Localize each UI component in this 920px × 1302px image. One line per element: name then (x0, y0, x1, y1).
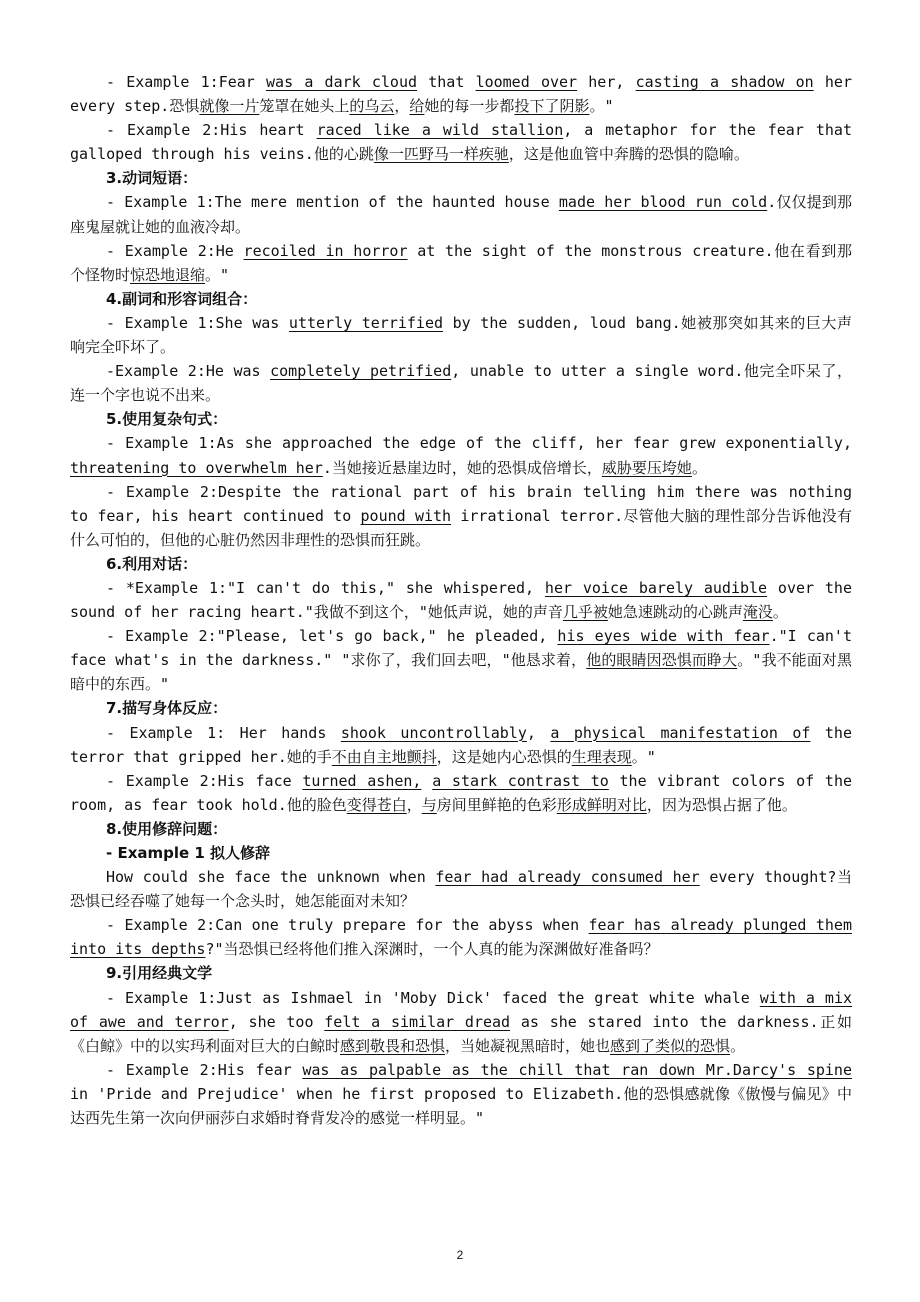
text-span: in 'Pride and Prejudice' when he first proposed to Elizabeth.他的恐惧感就像《傲慢与偏见》中达西先生第一次向伊丽莎白求婚时脊背发冷的感觉一样明显。" (70, 1084, 852, 1128)
underlined-phrase: recoiled in horror (243, 241, 408, 260)
text-span (421, 772, 432, 790)
underlined-phrase: 惊恐地退缩 (130, 265, 206, 284)
example-paragraph (70, 431, 852, 479)
text-span: at the sight of the monstrous creature.他在看到那个怪物时 (70, 241, 852, 284)
example-paragraph (70, 239, 852, 287)
underlined-phrase: 几乎被 (562, 603, 608, 622)
text-span: ?"当恐惧已经将他们推入深渊时，一个人真的能为深渊做好准备吗？ (205, 940, 659, 959)
underlined-phrase: was as palpable as the chill that ran down Mr.Darcy's spine (302, 1060, 852, 1079)
text-span: How could she face the unknown when (106, 868, 436, 887)
text-span: .当她接近悬崖边时，她的恐惧成倍增长， (322, 458, 602, 477)
text-span: ，当她凝视黑暗时，她也 (445, 1036, 611, 1055)
underlined-phrase: 感到敬畏和恐惧 (340, 1036, 446, 1055)
section-heading (70, 552, 852, 576)
text-span: 3.动词短语： (106, 169, 198, 188)
underlined-phrase: 威胁要压垮她 (601, 458, 692, 477)
text-span: every thought?当恐惧已经吞噬了她每一个念头时，她怎能面对未知？ (70, 868, 852, 911)
text-span: - Example 1:As she approached the edge of the cliff, her fear grew exponentially, (106, 434, 852, 453)
text-span: 笼罩在她头上 (259, 97, 350, 116)
text-span: over the sound of her racing heart."我做不到这个，"她低声说，她的声音 (70, 578, 852, 622)
underlined-phrase: threatening to overwhelm her (70, 458, 323, 477)
underlined-phrase: made her blood run cold (558, 193, 768, 212)
example-paragraph (70, 769, 852, 817)
text-span: - Example 1:She was (106, 313, 289, 332)
underlined-phrase: fear has already plunged them into its depths (70, 916, 852, 959)
text-span: 。 (772, 603, 788, 622)
example-paragraph (70, 118, 852, 166)
text-span: 她的每一步都 (424, 97, 515, 116)
example-paragraph (70, 190, 852, 238)
text-span: ， (406, 795, 422, 814)
text-span: 5.使用复杂句式： (106, 410, 228, 429)
example-paragraph (70, 576, 852, 624)
text-span: ，这是他血管中奔腾的恐惧的隐喻。 (508, 145, 749, 164)
text-span: 8.使用修辞问题： (106, 819, 228, 838)
section-heading (70, 696, 852, 720)
example-paragraph (70, 986, 852, 1058)
text-span: 。 (730, 1036, 746, 1055)
example-paragraph (70, 913, 852, 961)
text-span: - Example 2:"Please, let's go back," he pleaded, (106, 627, 558, 646)
text-span: , she too (228, 1012, 325, 1031)
section-heading (70, 287, 852, 311)
underlined-phrase: 变得苍白 (346, 795, 407, 814)
section-heading (70, 166, 852, 190)
underlined-phrase: utterly terrified (288, 313, 444, 332)
underlined-phrase: 形成鲜明对比 (556, 795, 647, 814)
text-span: 。"我不能面对黑暗中的东西。" (70, 651, 852, 694)
text-span: ，因为恐惧占据了他。 (646, 795, 797, 814)
text-span: ，这是她内心恐惧的 (436, 747, 572, 766)
text-span: - Example 1:Just as Ishmael in 'Moby Dick' faced the great white whale (106, 988, 760, 1007)
underlined-phrase: 他的眼睛因恐惧而睁大 (586, 651, 738, 670)
example-paragraph (70, 865, 852, 913)
text-span: the vibrant colors of the room, as fear took hold.他的脸色 (70, 771, 853, 814)
section-heading (70, 961, 852, 985)
underlined-phrase: felt a similar dread (324, 1012, 511, 1031)
underlined-phrase: with a mix of awe and terror (70, 988, 853, 1031)
text-span: 7.描写身体反应： (106, 699, 228, 718)
underlined-phrase: 的乌云 (349, 97, 395, 116)
underlined-phrase: completely petrified (270, 362, 452, 381)
section-heading (70, 817, 852, 841)
text-span: 4.副词和形容词组合： (106, 289, 258, 308)
underlined-phrase: was a dark cloud (266, 73, 418, 91)
text-span: .仅仅提到那座鬼屋就让她的血液冷却。 (70, 193, 852, 236)
text-span: 9.引用经典文学 (106, 964, 213, 983)
text-span: ."I can't face what's in the darkness." "求你了，我们回去吧，"他恳求着， (70, 627, 852, 670)
text-span: ， (394, 97, 410, 116)
text-span: her every step.恐惧 (70, 73, 852, 116)
text-span: 。" (631, 747, 656, 766)
text-span: 6.利用对话： (106, 554, 198, 573)
text-span: by the sudden, loud bang.她被那突如其来的巨大声响完全吓坏了。 (70, 313, 852, 357)
underlined-phrase: turned ashen, (302, 771, 422, 790)
example-paragraph (70, 721, 852, 769)
document-body (70, 70, 852, 1130)
example-paragraph (70, 70, 852, 118)
underlined-phrase: her voice barely audible (544, 578, 768, 597)
text-span: irrational terror.尽管他大脑的理性部分告诉他没有什么可怕的，但他的心脏仍然因非理性的恐惧而狂跳。 (70, 506, 852, 549)
text-span: the terror that gripped her.她的手 (70, 723, 852, 766)
text-span: - Example 2:Despite the rational part of his brain telling him there was nothing to fear, his heart continued to (70, 482, 852, 525)
text-span: , a metaphor for the fear that galloped through his veins.他的心跳 (70, 121, 852, 164)
text-span: 。 (691, 458, 707, 477)
text-span: - Example 2:His heart (106, 121, 317, 140)
example-paragraph (70, 480, 852, 552)
underlined-phrase: raced like a wild stallion (316, 121, 564, 140)
text-span: 房间里鲜艳的色彩 (436, 795, 557, 814)
text-span: - Example 2:Can one truly prepare for the abyss when (106, 916, 589, 935)
text-span: - Example 1:The mere mention of the haunted house (106, 193, 559, 212)
text-span: that (417, 73, 476, 91)
section-heading (70, 407, 852, 431)
text-span: - Example 1: Her hands (106, 723, 341, 742)
underlined-phrase: 不由自主地颤抖 (331, 747, 437, 766)
underlined-phrase: 投下了阴影 (514, 97, 590, 116)
text-span: - *Example 1:"I can't do this," she whispered, (106, 578, 545, 597)
text-span: , (526, 723, 551, 742)
text-span: - Example 2:He (106, 241, 244, 260)
text-span: - Example 2:His fear (106, 1060, 303, 1079)
text-span: 。" (205, 265, 230, 284)
underlined-phrase: 感到了类似的恐惧 (610, 1036, 731, 1055)
underlined-phrase: casting a shadow on (635, 73, 814, 91)
text-span: - Example 1 拟人修辞 (106, 844, 271, 862)
underlined-phrase: a physical manifestation of (550, 723, 811, 742)
underlined-phrase: 与 (421, 795, 437, 814)
section-heading (70, 841, 852, 865)
underlined-phrase: 给 (409, 97, 425, 116)
example-paragraph (70, 311, 852, 359)
text-span: - Example 1:Fear (106, 73, 267, 91)
underlined-phrase: 就像一片 (199, 97, 260, 116)
text-span: 。" (589, 97, 614, 116)
underlined-phrase: fear had already consumed her (435, 868, 700, 887)
text-span: -Example 2:He was (106, 362, 271, 381)
underlined-phrase: shook uncontrollably (340, 723, 527, 742)
text-span: , unable to utter a single word.他完全吓呆了，连一个字也说不出来。 (70, 362, 852, 405)
underlined-phrase: a stark contrast to (432, 771, 609, 790)
underlined-phrase: loomed over (475, 73, 578, 91)
text-span: as she stared into the darkness.正如《白鲸》中的以实玛利面对巨大的白鲸时 (70, 1012, 852, 1055)
example-paragraph (70, 1058, 852, 1130)
page-number: 2 (456, 1248, 464, 1262)
underlined-phrase: 生理表现 (571, 747, 632, 766)
text-span: 她急速跳动的心跳声 (607, 603, 743, 622)
underlined-phrase: 淹没 (742, 603, 773, 622)
underlined-phrase: his eyes wide with fear (557, 627, 770, 646)
text-span: - Example 2:His face (106, 771, 303, 790)
example-paragraph (70, 624, 852, 696)
underlined-phrase: 像一匹野马一样疾驰 (373, 145, 509, 164)
underlined-phrase: pound with (360, 506, 452, 525)
text-span: her, (577, 73, 636, 91)
example-paragraph (70, 359, 852, 407)
